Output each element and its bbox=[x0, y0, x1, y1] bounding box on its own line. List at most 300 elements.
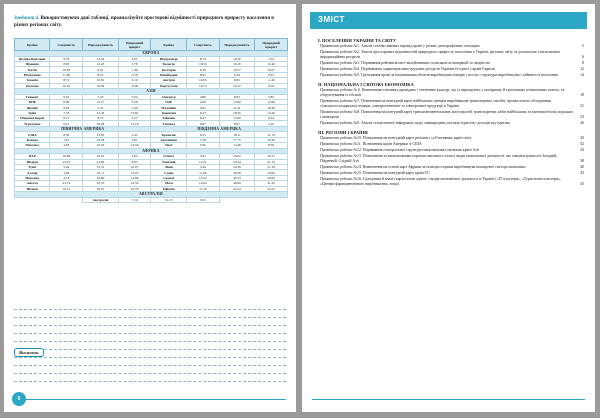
value-cell: 14.86 bbox=[118, 175, 151, 180]
toc-title: ЗМІСТ bbox=[310, 12, 587, 29]
country-cell: ОАЕ bbox=[151, 99, 186, 104]
col-header: Країна bbox=[15, 39, 50, 51]
table-body bbox=[15, 51, 288, 203]
value-cell: 19.39 bbox=[83, 143, 118, 148]
task-heading bbox=[14, 16, 286, 29]
toc-page-number: 45 bbox=[580, 181, 584, 186]
toc-item-text bbox=[320, 67, 574, 72]
toc-item-label: Практична робота №3. bbox=[320, 60, 360, 65]
value-cell: 46.09 bbox=[219, 181, 254, 186]
toc-item[interactable] bbox=[312, 67, 584, 72]
value-cell: 21.13 bbox=[255, 159, 288, 164]
value-cell: 11.76 bbox=[255, 132, 288, 137]
value-cell: -0.40 bbox=[255, 61, 288, 66]
toc-item-title: Позначення на контурній карті регіонів і суб'єктивних країн світу bbox=[362, 136, 472, 141]
value-cell: 20.17 bbox=[255, 154, 288, 159]
country-cell: Лівія bbox=[151, 165, 186, 170]
value-cell: 1.52 bbox=[255, 56, 288, 61]
value-cell: 16.49 bbox=[255, 105, 288, 110]
country-cell: Польща bbox=[15, 83, 50, 88]
country-cell: Австралія bbox=[83, 197, 118, 202]
toc-item-title: Порівняння секторальної структури національних економік країн Азії bbox=[362, 147, 480, 152]
value-cell: -0.06 bbox=[118, 83, 151, 88]
value-cell: -1.40 bbox=[255, 78, 288, 83]
value-cell: 12.20 bbox=[255, 110, 288, 115]
value-cell: 7.33 bbox=[50, 110, 83, 115]
country-cell: Танзанія bbox=[151, 159, 186, 164]
value-cell: 13.81 bbox=[118, 110, 151, 115]
value-cell: 10.07 bbox=[255, 67, 288, 72]
value-cell: 10.74 bbox=[186, 83, 219, 88]
value-cell: 6.54 bbox=[255, 116, 288, 121]
country-cell: Тайвань bbox=[151, 116, 186, 121]
value-cell: 8.39 bbox=[50, 132, 83, 137]
value-cell: 10.10 bbox=[50, 83, 83, 88]
country-cell: Німеччина bbox=[15, 72, 50, 77]
answer-line[interactable] bbox=[14, 334, 286, 342]
value-cell: 33.44 bbox=[219, 159, 254, 164]
value-cell: 4.80 bbox=[186, 94, 219, 99]
value-cell: 11.29 bbox=[186, 186, 219, 191]
value-cell: 16.37 bbox=[219, 67, 254, 72]
toc-item[interactable] bbox=[312, 171, 584, 176]
toc-section-title: І. ПОСЕЛЕННЯ УКРАЇНИ ТА СВІТУ bbox=[318, 38, 397, 43]
value-cell: 3.40 bbox=[186, 165, 219, 170]
value-cell: 12.34 bbox=[83, 56, 118, 61]
value-cell: 12.17 bbox=[83, 99, 118, 104]
toc-item[interactable] bbox=[312, 154, 584, 164]
value-cell: 15.90 bbox=[219, 99, 254, 104]
value-cell: 39.07 bbox=[83, 186, 118, 191]
value-cell: 11.66 bbox=[186, 170, 219, 175]
country-cell: Ефіопія bbox=[151, 186, 186, 191]
country-cell: Алжир bbox=[15, 170, 50, 175]
value-cell: 24.58 bbox=[219, 165, 254, 170]
country-cell: Японія bbox=[15, 105, 50, 110]
value-cell: 8.65 bbox=[219, 78, 254, 83]
toc-item-label: Практична робота №4. bbox=[320, 66, 360, 71]
toc-item[interactable] bbox=[312, 44, 584, 49]
country-cell: Канада bbox=[15, 137, 50, 142]
country-cell: Індонезія bbox=[151, 110, 186, 115]
toc-item-label: Практична робота №10. bbox=[320, 136, 362, 141]
value-cell: 13.90 bbox=[255, 99, 288, 104]
value-cell: 6.87 bbox=[186, 121, 219, 126]
value-cell: 8.21 bbox=[83, 72, 118, 77]
value-cell: 12.18 bbox=[118, 121, 151, 126]
country-cell: Іспанія bbox=[15, 78, 50, 83]
toc-item-text bbox=[320, 73, 574, 78]
value-cell: 15.31 bbox=[83, 165, 118, 170]
toc-section-title: ІІ. НАЦІОНАЛЬНА І СВІТОВА ЕКОНОМІКА bbox=[318, 81, 414, 87]
value-cell: 5.24 bbox=[50, 165, 83, 170]
toc-item-label: Практична робота №7. bbox=[320, 98, 360, 103]
region-title: АВСТРАЛІЯ bbox=[15, 191, 288, 197]
value-cell: 31.45 bbox=[255, 181, 288, 186]
toc-page-number: 8 bbox=[582, 60, 584, 65]
toc-item-label: Практична робота №12. bbox=[320, 147, 362, 152]
value-cell: 24.92 bbox=[255, 170, 288, 175]
toc-page-number: 14 bbox=[580, 72, 584, 77]
answer-line[interactable] bbox=[14, 374, 286, 382]
value-cell: 8.97 bbox=[219, 121, 254, 126]
answer-line[interactable] bbox=[14, 350, 286, 358]
toc-item-text bbox=[320, 110, 574, 120]
country-cell: Єгипет bbox=[151, 154, 186, 159]
value-cell: 14.46 bbox=[219, 143, 254, 148]
value-cell: 10.07 bbox=[118, 165, 151, 170]
table-row bbox=[15, 197, 288, 202]
value-cell: 12.43 bbox=[83, 61, 118, 66]
country-cell: Аргентина bbox=[151, 137, 186, 142]
table-header-row bbox=[15, 39, 288, 51]
value-cell: 11.00 bbox=[50, 72, 83, 77]
value-cell: 19.59 bbox=[118, 181, 151, 186]
country-cell: Австрія bbox=[151, 78, 186, 83]
value-cell: 9.83 bbox=[50, 105, 83, 110]
value-cell: 10.36 bbox=[255, 137, 288, 142]
toc-page-number: 26 bbox=[580, 120, 584, 125]
value-cell: 7.67 bbox=[50, 137, 83, 142]
value-cell: 19.60 bbox=[83, 175, 118, 180]
value-cell: 18.11 bbox=[219, 132, 254, 137]
value-cell: 8.85 bbox=[118, 159, 151, 164]
value-cell: 21.18 bbox=[255, 165, 288, 170]
country-cell: Франція bbox=[15, 61, 50, 66]
value-cell: 8.72 bbox=[83, 116, 118, 121]
value-cell: 7.45 bbox=[83, 94, 118, 99]
value-cell: 9.33 bbox=[50, 56, 83, 61]
toc-item[interactable] bbox=[312, 136, 584, 141]
value-cell: 12.97 bbox=[50, 159, 83, 164]
toc-item-text bbox=[320, 99, 574, 109]
country-cell: Нідерланди bbox=[151, 56, 186, 61]
value-cell: 6.23 bbox=[186, 110, 219, 115]
answer-line[interactable] bbox=[14, 326, 286, 334]
value-cell: 2.10 bbox=[255, 121, 288, 126]
country-cell: Туреччина bbox=[15, 121, 50, 126]
value-cell: 10.83 bbox=[50, 67, 83, 72]
value-cell: 3.01 bbox=[118, 56, 151, 61]
toc-item-title: Групування країн за показниками обсягів виробництва товарів і послуг, структури виробництва і зайнятості населення bbox=[360, 72, 558, 77]
answer-line[interactable] bbox=[14, 342, 286, 350]
toc-page-number: 40 bbox=[580, 164, 584, 169]
toc-item-text bbox=[320, 148, 574, 153]
toc-item-title: Позначення на контурній карті найбільших центрів виробництва транспортних засобів, промислового обладнання, сільськогосподарської техніки, електротехнічної та електронної продукції в Україні bbox=[320, 98, 552, 109]
col-header: Смертність bbox=[186, 39, 219, 51]
value-cell: 4.66 bbox=[50, 170, 83, 175]
value-cell: 8.65 bbox=[50, 61, 83, 66]
col-header: Країна bbox=[151, 39, 186, 51]
toc-item-label: Практична робота №11. bbox=[320, 141, 362, 146]
value-cell: 42.34 bbox=[219, 186, 254, 191]
country-cell: Сомалі bbox=[151, 175, 186, 180]
answer-line[interactable] bbox=[14, 366, 286, 374]
value-cell: 7.39 bbox=[186, 137, 219, 142]
toc-item[interactable] bbox=[312, 121, 584, 126]
value-cell: 13.00 bbox=[219, 116, 254, 121]
value-cell: 4.83 bbox=[186, 154, 219, 159]
toc-item-title: Аналіз просторових відмінностей природного приросту населення в Україні, регіонах світу за допомогою статистичних інформаційних ресурсів bbox=[320, 49, 561, 60]
country-cell: Малі bbox=[151, 181, 186, 186]
conclusion-area bbox=[14, 302, 286, 382]
region-title: ПІВНІЧНА АМЕРИКА bbox=[15, 126, 151, 132]
toc-section-title: ІІІ. РЕГІОНИ І КРАЇНИ bbox=[318, 129, 368, 135]
value-cell: 19.61 bbox=[83, 154, 118, 159]
value-cell: 16.99 bbox=[50, 154, 83, 159]
country-cell: Туніс bbox=[15, 165, 50, 170]
value-cell: 2.00 bbox=[186, 99, 219, 104]
left-page bbox=[4, 4, 296, 412]
page-number-badge: 6 bbox=[12, 392, 26, 406]
value-cell: 16.71 bbox=[83, 170, 118, 175]
toc-page-number: 6 bbox=[582, 55, 584, 60]
value-cell: 8.72 bbox=[50, 78, 83, 83]
toc-page-number: 12 bbox=[580, 66, 584, 71]
country-cell: Судан bbox=[151, 170, 186, 175]
value-cell: 7.14 bbox=[118, 197, 151, 202]
value-cell: 10.30 bbox=[219, 56, 254, 61]
value-cell: 2.62 bbox=[118, 154, 151, 159]
toc-item-title: Визначення на основі карт Африки за поліпросторами виробництва поширеної сектора економіки bbox=[362, 164, 526, 169]
answer-line[interactable] bbox=[14, 358, 286, 366]
toc-item-title: Аналіз статево-вікових пірамід країн у різних демографічних ситуаціях bbox=[360, 44, 480, 49]
value-cell: 43.33 bbox=[219, 175, 254, 180]
value-cell: 4.83 bbox=[50, 143, 83, 148]
value-cell: 10.05 bbox=[186, 78, 219, 83]
value-cell: 5.01 bbox=[186, 197, 219, 202]
value-cell: 8.65 bbox=[186, 72, 219, 77]
value-cell: 23.74 bbox=[50, 181, 83, 186]
toc-page-number: 23 bbox=[580, 115, 584, 119]
value-cell: 3.85 bbox=[255, 94, 288, 99]
country-cell: Нігерія bbox=[15, 159, 50, 164]
value-cell: 5.28 bbox=[118, 99, 151, 104]
toc-page-number: 30 bbox=[580, 136, 584, 141]
value-cell: 29.09 bbox=[255, 175, 288, 180]
task-text: Використовуючи дані таблиці, проаналізуйте просторові відмінності природного приросту населення в різних регіонах світу. bbox=[14, 16, 274, 28]
toc-item[interactable] bbox=[312, 148, 584, 153]
value-cell: 6.91 bbox=[50, 94, 83, 99]
col-header: Природний приріст bbox=[255, 39, 288, 51]
empty-cell bbox=[15, 197, 83, 202]
value-cell: 13.83 bbox=[83, 132, 118, 137]
value-cell: 43.33 bbox=[83, 181, 118, 186]
toc-item-label: Практична робота №8. bbox=[320, 109, 360, 114]
toc-item-title: Позначення на контурній карті країн ЄС bbox=[362, 170, 430, 175]
country-cell: Гонконг bbox=[15, 94, 50, 99]
value-cell: 4.74 bbox=[50, 175, 83, 180]
toc-item-text bbox=[320, 154, 574, 164]
country-cell: КНР bbox=[15, 99, 50, 104]
empty-cell bbox=[219, 197, 287, 202]
value-cell: 31.05 bbox=[255, 186, 288, 191]
right-page bbox=[302, 4, 595, 412]
value-cell: 7.41 bbox=[83, 105, 118, 110]
value-cell: 6.15 bbox=[50, 116, 83, 121]
value-cell: 21.82 bbox=[83, 159, 118, 164]
value-cell: 10.50 bbox=[186, 61, 219, 66]
value-cell: 10.04 bbox=[83, 83, 118, 88]
value-cell: 6.47 bbox=[186, 116, 219, 121]
toc-item-label: Практична робота №1. bbox=[320, 44, 360, 49]
toc-item-label: Практична робота №15. bbox=[320, 170, 362, 175]
value-cell: 6.35 bbox=[186, 132, 219, 137]
value-cell: 14.64 bbox=[186, 181, 219, 186]
toc-item-title: Аналіз статистичної інформації щодо міжнародних потоків туристів і доходів від туризму bbox=[360, 120, 511, 125]
country-cell: Марокко bbox=[15, 175, 50, 180]
toc-item-text bbox=[320, 44, 574, 49]
toc-item-text bbox=[320, 50, 574, 60]
toc-item-title: Позначення за економічними картами шкільного атласу видів економічної діяльності, які спеціалізуються в Західній, Південній, Східній Азії bbox=[320, 153, 558, 163]
value-cell: 2.19 bbox=[118, 78, 151, 83]
col-header: Народжуваність bbox=[219, 39, 254, 51]
value-cell: 0.91 bbox=[255, 72, 288, 77]
toc-item-label: Практична робота №13. bbox=[320, 153, 362, 158]
country-cell: Велика Британія bbox=[15, 56, 50, 61]
bottom-rule bbox=[26, 399, 286, 400]
population-table bbox=[14, 38, 288, 203]
country-cell: Бельгія bbox=[151, 61, 186, 66]
value-cell: 36.58 bbox=[219, 170, 254, 175]
toc-item-title: Позначення країн Америки зі США bbox=[362, 141, 422, 146]
answer-line[interactable] bbox=[14, 318, 286, 326]
toc-item-text bbox=[320, 88, 574, 98]
toc-item[interactable] bbox=[312, 50, 584, 60]
region-title: ПІВДЕННА АМЕРИКА bbox=[151, 126, 288, 132]
toc-item-text bbox=[320, 136, 574, 141]
toc-page-number: 18 bbox=[580, 93, 584, 98]
value-cell: 8.65 bbox=[219, 94, 254, 99]
value-cell: 12.15 bbox=[151, 197, 186, 202]
answer-line[interactable] bbox=[14, 310, 286, 318]
value-cell: 6.39 bbox=[186, 67, 219, 72]
toc-item[interactable] bbox=[312, 110, 584, 120]
value-cell: -2.79 bbox=[118, 72, 151, 77]
value-cell: -2.42 bbox=[118, 105, 151, 110]
value-cell: 10.10 bbox=[219, 61, 254, 66]
region-title: АФРИКА bbox=[15, 148, 288, 154]
value-cell: 14.56 bbox=[118, 143, 151, 148]
value-cell: 2.61 bbox=[118, 137, 151, 142]
value-cell: 6.89 bbox=[50, 99, 83, 104]
country-cell: Ангола bbox=[15, 181, 50, 186]
value-cell: 22.76 bbox=[118, 186, 151, 191]
toc-item-label: Практична робота № 6. bbox=[320, 87, 361, 92]
toc-item-title: Порівняння рейтингів міст-мільйонників та міських агломерацій за людністю bbox=[360, 60, 490, 65]
value-cell: 2.57 bbox=[118, 116, 151, 121]
toc-item-text bbox=[320, 165, 574, 170]
value-cell: 16.31 bbox=[50, 186, 83, 191]
toc-page-number: 5 bbox=[582, 44, 584, 49]
toc-item-label: Практична робота №14. bbox=[320, 164, 362, 169]
country-cell: ПАР bbox=[15, 154, 50, 159]
value-cell: 3.78 bbox=[118, 61, 151, 66]
col-header: Смертність bbox=[50, 39, 83, 51]
value-cell: 0.54 bbox=[118, 94, 151, 99]
toc-item-title: Складання й аналіз картосхеми одного з видів економічної діяльності в Україні («IT кластери», «Туристичні кластери», «Центри фармацевтичного виробництва» тощо) bbox=[320, 176, 562, 186]
country-cell: Італія bbox=[15, 67, 50, 72]
toc-item[interactable] bbox=[312, 142, 584, 147]
value-cell: 10.91 bbox=[83, 78, 118, 83]
value-cell: 12.05 bbox=[118, 170, 151, 175]
toc-page-number: 43 bbox=[580, 170, 584, 175]
value-cell: 9.34 bbox=[219, 72, 254, 77]
task-number: Завдання 4. bbox=[14, 16, 40, 21]
toc-page-number: 38 bbox=[580, 158, 584, 163]
answer-line[interactable] bbox=[14, 302, 286, 310]
country-cell: США bbox=[15, 132, 50, 137]
toc-page-number: 34 bbox=[580, 147, 584, 152]
value-cell: 13.24 bbox=[186, 175, 219, 180]
toc-item-label: Практична робота №16. bbox=[320, 176, 362, 181]
toc-item-text bbox=[320, 171, 574, 176]
value-cell: 5.90 bbox=[186, 143, 219, 148]
value-cell: 21.41 bbox=[219, 105, 254, 110]
toc-item-title: Визначення основних провідних і технічних культур, що їх вирощують у помірному й тропічному кліматичних поясах, та обґрунтування їх обсягів bbox=[320, 87, 565, 98]
toc-item-label: Практична робота №9. bbox=[320, 120, 360, 125]
value-cell: 8.74 bbox=[186, 56, 219, 61]
conclusion-label: Висновок. bbox=[14, 348, 44, 357]
toc-item-text bbox=[320, 177, 574, 187]
region-title: ЄВРОПА bbox=[15, 51, 288, 57]
value-cell: 10.12 bbox=[219, 83, 254, 88]
country-cell: Болгарія bbox=[151, 67, 186, 72]
toc-item-label: Практична робота №2. bbox=[320, 49, 360, 54]
country-cell: Індія bbox=[15, 110, 50, 115]
value-cell: -0.62 bbox=[255, 83, 288, 88]
toc-item[interactable] bbox=[312, 73, 584, 78]
country-cell: Швейцарія bbox=[151, 72, 186, 77]
region-title: АЗІЯ bbox=[15, 88, 288, 94]
value-cell: 18.45 bbox=[219, 110, 254, 115]
value-cell: 4.92 bbox=[186, 105, 219, 110]
country-cell: Південна Корея bbox=[15, 116, 50, 121]
value-cell: 8.56 bbox=[255, 143, 288, 148]
value-cell: 10.28 bbox=[83, 137, 118, 142]
toc-page-number: 32 bbox=[580, 141, 584, 146]
country-cell: Португалія bbox=[151, 83, 186, 88]
country-cell: Таїланд bbox=[151, 121, 186, 126]
toc-item[interactable] bbox=[312, 88, 584, 98]
toc-item[interactable] bbox=[312, 99, 584, 109]
col-header: Народжуваність bbox=[83, 39, 118, 51]
col-header: Природний приріст bbox=[118, 39, 151, 51]
bottom-rule bbox=[312, 399, 585, 400]
toc-item[interactable] bbox=[312, 61, 584, 66]
toc-item-text bbox=[320, 121, 574, 126]
country-cell: Бразилія bbox=[151, 132, 186, 137]
value-cell: 18.28 bbox=[83, 121, 118, 126]
toc-item-text bbox=[320, 61, 574, 66]
country-cell: Сінгапур bbox=[151, 94, 186, 99]
table-of-contents bbox=[312, 34, 584, 188]
toc-item[interactable] bbox=[312, 177, 584, 187]
value-cell: 9.01 bbox=[83, 67, 118, 72]
country-cell: Мексика bbox=[15, 143, 50, 148]
value-cell: 6.10 bbox=[50, 121, 83, 126]
value-cell: 12.31 bbox=[186, 159, 219, 164]
country-cell: Малайзія bbox=[151, 105, 186, 110]
value-cell: 5.45 bbox=[118, 132, 151, 137]
value-cell: 21.34 bbox=[83, 110, 118, 115]
country-cell: Нігерія bbox=[15, 186, 50, 191]
value-cell: 25.02 bbox=[219, 154, 254, 159]
toc-page-number: 21 bbox=[580, 104, 584, 109]
toc-item[interactable] bbox=[312, 165, 584, 170]
country-cell: Чилі bbox=[151, 143, 186, 148]
toc-item-text bbox=[320, 142, 574, 147]
